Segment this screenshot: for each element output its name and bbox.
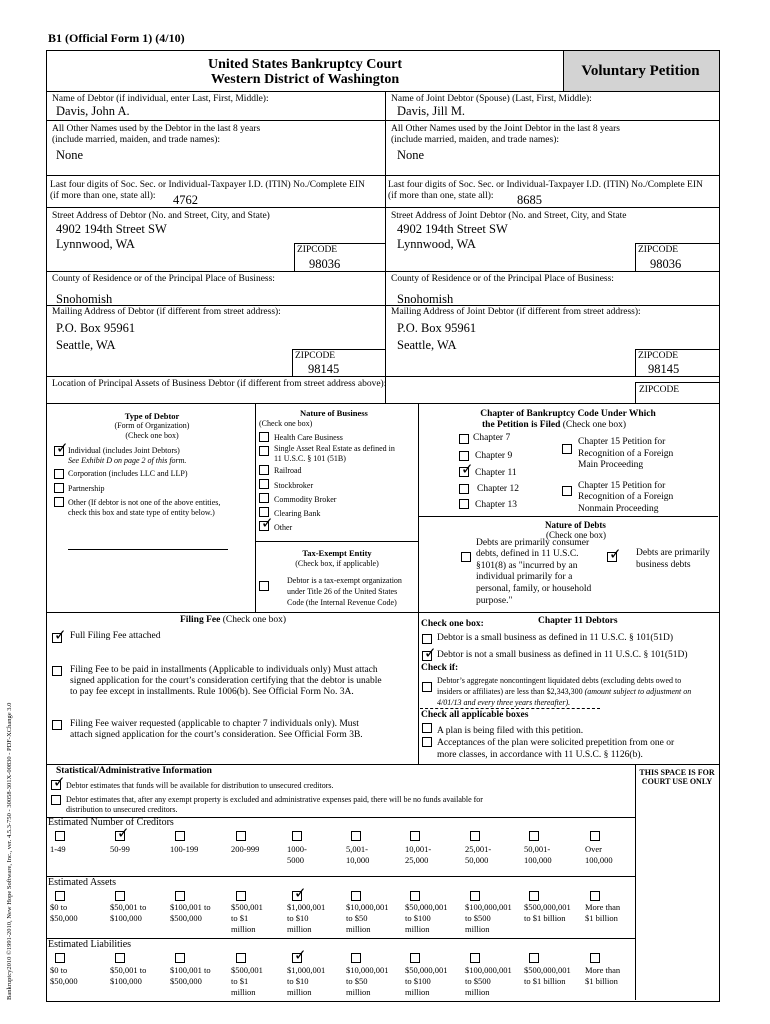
creditors-option-4-label: 1000- (287, 844, 307, 854)
assets-option-5-label: to $50 (346, 913, 368, 923)
single-asset-checkbox[interactable] (259, 446, 269, 456)
waiver-checkbox[interactable] (52, 720, 62, 730)
health-care-label: Health Care Business (274, 433, 343, 442)
liabilities-option-6-label: $50,000,001 (405, 965, 448, 975)
not-small-business-checkbox[interactable] (422, 651, 432, 661)
liabilities-option-2-label: $100,001 to (170, 965, 211, 975)
corporation-label: Corporation (includes LLC and LLP) (68, 469, 188, 478)
joint-other-names[interactable]: None (397, 148, 425, 162)
other-business-checkbox[interactable] (259, 521, 269, 531)
consumer-debts-label-4: individual primarily for a (476, 572, 573, 582)
assets-option-5-label: $10,000,001 (346, 902, 389, 912)
debtor-street[interactable]: 4902 194th Street SW (56, 222, 167, 236)
liabilities-option-0-label: $50,000 (50, 976, 78, 986)
liabilities-option-0-label: $0 to (50, 965, 68, 975)
liabilities-option-4-label: million (287, 987, 312, 997)
creditors-option-7-checkbox[interactable] (470, 831, 480, 841)
stat-title: Statistical/Administrative Information (56, 766, 212, 776)
assets-option-4-label: to $10 (287, 913, 309, 923)
consumer-debts-label-5: personal, family, or household (476, 584, 592, 594)
joint-mail-zip[interactable]: 98145 (648, 362, 680, 376)
debtor-street-label: Street Address of Debtor (No. and Street, City, and State) (52, 211, 270, 221)
corporation-checkbox[interactable] (54, 469, 64, 479)
joint-ssn[interactable]: 8685 (517, 193, 542, 207)
liabilities-option-7-label: to $500 (465, 976, 491, 986)
creditors-option-9-label: 100,000 (585, 855, 613, 865)
assets-option-4-label: million (287, 924, 312, 934)
joint-name-label: Name of Joint Debtor (Spouse) (Last, First, Middle): (391, 94, 592, 104)
assets-option-4-label: $1,000,001 (287, 902, 326, 912)
stockbroker-checkbox[interactable] (259, 479, 269, 489)
business-debts-checkbox[interactable] (607, 552, 617, 562)
chapter12-checkbox[interactable] (459, 484, 469, 494)
type-debtor-check: (Check one box) (125, 431, 179, 440)
liabilities-option-7-label: million (465, 987, 490, 997)
other-entity-line[interactable] (68, 549, 228, 550)
assets-option-0-label: $0 to (50, 902, 68, 912)
filing-fee-check: (Check one box) (222, 615, 287, 625)
liabilities-option-8-label: $500,000,001 (524, 965, 571, 975)
consumer-debts-checkbox[interactable] (461, 552, 471, 562)
liabilities-option-6-label: million (405, 987, 430, 997)
chapter15-nonmain-label-3: Nonmain Proceeding (578, 504, 659, 514)
joint-ssn-label-2: (if more than one, state all): (388, 191, 494, 201)
petition-type: Voluntary Petition (581, 63, 700, 79)
installments-label-2: signed application for the court’s consideration certifying that the debtor is unable (70, 676, 382, 686)
chapter7-label: Chapter 7 (473, 433, 511, 443)
tax-exempt-text-2: under Title 26 of the United States (287, 587, 398, 596)
plan-filed-label: A plan is being filed with this petition. (437, 726, 584, 736)
business-debts-label: Debts are primarily (636, 548, 710, 558)
joint-other-names-label-2: (include married, maiden, and trade names): (391, 135, 560, 145)
waiver-label-2: attach signed application for the court’s consideration. See Official Form 3B. (70, 730, 363, 740)
assets-option-1-label: $100,000 (110, 913, 142, 923)
court-district: Western District of Washington (210, 72, 400, 87)
single-asset-label-2: 11 U.S.C. § 101 (51B) (274, 454, 346, 463)
creditors-option-6-label: 25,000 (405, 855, 429, 865)
assets-option-3-checkbox[interactable] (236, 891, 246, 901)
assets-option-1-checkbox[interactable] (115, 891, 125, 901)
side-software-note: Bankruptcy2010 ©1991-2010, New Hope Software, Inc., ver. 4.5.3-750 - 30058-301X-00830 - PDF-XChange 3.0 (6, 702, 13, 1000)
small-business-checkbox[interactable] (422, 634, 432, 644)
railroad-label: Railroad (274, 466, 302, 475)
joint-zip[interactable]: 98036 (650, 257, 682, 271)
assets-option-7-label: million (465, 924, 490, 934)
chapter15-main-label-2: Recognition of a Foreign (578, 449, 674, 459)
nature-business-title: Nature of Business (300, 408, 368, 418)
form-id: B1 (Official Form 1) (4/10) (48, 31, 185, 45)
business-debts-label-2: business debts (636, 560, 691, 570)
creditors-option-8-label: 50,001- (524, 844, 551, 854)
debtor-name-label: Name of Debtor (if individual, enter Last, First, Middle): (52, 94, 269, 104)
joint-city[interactable]: Lynnwood, WA (397, 237, 476, 251)
debtor-county[interactable]: Snohomish (56, 292, 113, 306)
nature-debts-check: (Check one box) (546, 530, 606, 540)
joint-zip-label: ZIPCODE (638, 245, 679, 255)
chapter15-main-checkbox[interactable] (562, 444, 572, 454)
creditors-option-4-checkbox[interactable] (292, 831, 302, 841)
creditors-option-3-label: 200-999 (231, 844, 260, 854)
nature-business-check: (Check one box) (259, 419, 313, 428)
partnership-checkbox[interactable] (54, 483, 64, 493)
debtor-other-names-label: All Other Names used by the Debtor in the last 8 years (52, 124, 261, 134)
creditors-option-5-label: 5,001- (346, 844, 368, 854)
nature-debts-title: Nature of Debts (545, 520, 606, 530)
creditors-option-8-checkbox[interactable] (529, 831, 539, 841)
plan-filed-checkbox[interactable] (422, 723, 432, 733)
creditors-label: Estimated Number of Creditors (48, 817, 174, 828)
creditors-option-0-checkbox[interactable] (55, 831, 65, 841)
type-debtor-title: Type of Debtor (124, 411, 180, 421)
assets-option-2-label: $100,001 to (170, 902, 211, 912)
liabilities-option-3-label: million (231, 987, 256, 997)
liabilities-option-1-label: $50,001 to (110, 965, 147, 975)
tax-exempt-title: Tax-Exempt Entity (302, 548, 372, 558)
chapter15-nonmain-label: Chapter 15 Petition for (578, 481, 666, 491)
debtor-ssn-label: Last four digits of Soc. Sec. or Individual-Taxpayer I.D. (ITIN) No./Complete EIN (50, 180, 365, 190)
other-entity-checkbox[interactable] (54, 497, 64, 507)
debtor-mail-city[interactable]: Seattle, WA (56, 338, 116, 352)
assets-option-7-checkbox[interactable] (470, 891, 480, 901)
joint-street-label: Street Address of Joint Debtor (No. and Street, City, and State (391, 211, 627, 221)
joint-county-label: County of Residence or of the Principal Place of Business: (391, 274, 614, 284)
chapter7-checkbox[interactable] (459, 434, 469, 444)
chapter15-main-label: Chapter 15 Petition for (578, 437, 666, 447)
court-name: United States Bankruptcy Court (207, 57, 403, 72)
consumer-debts-label-6: purpose." (476, 596, 513, 606)
waiver-label: Filing Fee waiver requested (applicable to chapter 7 individuals only). Must (70, 719, 359, 729)
assets-option-6-checkbox[interactable] (410, 891, 420, 901)
assets-label: Estimated Assets (48, 877, 117, 888)
aggregate-debts-label: Debtor’s aggregate noncontingent liquidated debts (excluding debts owed to (437, 676, 682, 685)
joint-county[interactable]: Snohomish (397, 292, 454, 306)
assets-option-6-label: million (405, 924, 430, 934)
liabilities-option-4-label: to $10 (287, 976, 309, 986)
liabilities-option-8-checkbox[interactable] (529, 953, 539, 963)
liabilities-option-1-label: $100,000 (110, 976, 142, 986)
liabilities-option-3-label: to $1 (231, 976, 249, 986)
liabilities-option-6-checkbox[interactable] (410, 953, 420, 963)
creditors-option-2-label: 100-199 (170, 844, 199, 854)
chapter-title-2 (482, 420, 626, 431)
consumer-debts-label-2: debts, defined in 11 U.S.C. (476, 549, 579, 559)
individual-checkbox[interactable] (54, 446, 64, 456)
aggregate-debts-label-3: 4/01/13 and every three years thereafter). (437, 698, 571, 707)
joint-street[interactable]: 4902 194th Street SW (397, 222, 508, 236)
creditors-option-1-label: 50-99 (110, 844, 130, 854)
assets-option-7-label: to $500 (465, 913, 491, 923)
aggregate-debts-checkbox[interactable] (422, 682, 432, 692)
assets-option-3-label: million (231, 924, 256, 934)
debtor-mail-zip-label: ZIPCODE (295, 351, 336, 361)
creditors-option-6-label: 10,001- (405, 844, 432, 854)
joint-mail-city[interactable]: Seattle, WA (397, 338, 457, 352)
single-asset-label: Single Asset Real Estate as defined in (274, 444, 395, 453)
liabilities-label: Estimated Liabilities (48, 939, 132, 950)
assets-option-1-label: $50,001 to (110, 902, 147, 912)
debtor-ssn-label-2: (if more than one, state all): (50, 191, 156, 201)
assets-option-3-label: $500,001 (231, 902, 263, 912)
assets-option-9-checkbox[interactable] (590, 891, 600, 901)
assets-option-9-label: More than (585, 902, 621, 912)
liabilities-option-9-checkbox[interactable] (590, 953, 600, 963)
type-debtor-sub: (Form of Organization) (114, 421, 190, 430)
chapter11-label: Chapter 11 (475, 468, 517, 478)
debtor-mail-label: Mailing Address of Debtor (if different from street address): (52, 307, 281, 317)
commodity-broker-label: Commodity Broker (274, 495, 337, 504)
liabilities-option-5-checkbox[interactable] (351, 953, 361, 963)
no-funds-label-2: distribution to unsecured creditors. (66, 805, 178, 814)
court-use-label-2: COURT USE ONLY (641, 777, 713, 786)
consumer-debts-label: Debts are primarily consumer (476, 538, 590, 548)
liabilities-option-4-checkbox[interactable] (292, 953, 302, 963)
consumer-debts-label-3: §101(8) as "incurred by an (476, 561, 578, 571)
liabilities-option-3-label: $500,001 (231, 965, 263, 975)
liabilities-option-1-checkbox[interactable] (115, 953, 125, 963)
stockbroker-label: Stockbroker (274, 481, 314, 490)
assets-option-4-checkbox[interactable] (292, 891, 302, 901)
chapter13-label: Chapter 13 (475, 500, 517, 510)
other-entity-label: Other (If debtor is not one of the above entities, (68, 498, 221, 507)
liabilities-option-9-label: More than (585, 965, 621, 975)
assets-option-5-label: million (346, 924, 371, 934)
joint-name[interactable]: Davis, Jill M. (397, 104, 466, 118)
assets-option-9-label: $1 billion (585, 913, 618, 923)
liabilities-option-8-label: to $1 billion (524, 976, 566, 986)
debtor-zip-label: ZIPCODE (297, 245, 338, 255)
joint-other-names-label: All Other Names used by the Joint Debtor in the last 8 years (391, 124, 621, 134)
other-business-label: Other (274, 523, 293, 532)
assets-option-2-checkbox[interactable] (175, 891, 185, 901)
installments-label: Filing Fee to be paid in installments (Applicable to individuals only) Must attach (70, 665, 378, 675)
acceptances-label: Acceptances of the plan were solicited prepetition from one or (437, 738, 675, 748)
tax-exempt-text-3: Code (the Internal Revenue Code) (287, 598, 397, 607)
chapter13-checkbox[interactable] (459, 499, 469, 509)
creditors-option-2-checkbox[interactable] (175, 831, 185, 841)
debtor-city[interactable]: Lynnwood, WA (56, 237, 135, 251)
location-label: Location of Principal Assets of Business Debtor (if different from street address above): (52, 379, 387, 389)
other-entity-label-2: check this box and state type of entity below.) (68, 508, 215, 517)
liabilities-option-2-label: $500,000 (170, 976, 202, 986)
creditors-option-3-checkbox[interactable] (236, 831, 246, 841)
debtor-mail-street[interactable]: P.O. Box 95961 (56, 321, 136, 335)
debtor-mail-zip[interactable]: 98145 (308, 362, 340, 376)
filing-fee-title-text: Filing Fee (179, 615, 221, 625)
creditors-option-9-label: Over (585, 844, 602, 854)
liabilities-option-2-checkbox[interactable] (175, 953, 185, 963)
court-use-label: THIS SPACE IS FOR (639, 768, 715, 777)
full-fee-label: Full Filing Fee attached (70, 631, 161, 641)
chapter15-nonmain-checkbox[interactable] (562, 486, 572, 496)
joint-mail-zip-label: ZIPCODE (638, 351, 679, 361)
chapter12-label: Chapter 12 (477, 484, 519, 494)
liabilities-option-5-label: million (346, 987, 371, 997)
acceptances-label-2: more classes, in accordance with 11 U.S.C. § 1126(b). (437, 750, 643, 760)
debtor-other-names[interactable]: None (56, 148, 84, 162)
creditors-option-9-checkbox[interactable] (590, 831, 600, 841)
chapter15-nonmain-label-2: Recognition of a Foreign (578, 492, 674, 502)
assets-option-0-checkbox[interactable] (55, 891, 65, 901)
location-zip-label: ZIPCODE (639, 385, 680, 395)
individual-note: See Exhibit D on page 2 of this form. (68, 456, 187, 465)
assets-option-8-label: $500,000,001 (524, 902, 571, 912)
chapter9-label: Chapter 9 (475, 451, 513, 461)
no-funds-checkbox[interactable] (51, 795, 61, 805)
creditors-option-7-label: 50,000 (465, 855, 489, 865)
check-if-label: Check if: (421, 663, 459, 673)
ch11-check-label: Check one box: (421, 619, 484, 629)
tax-exempt-check: (Check box, if applicable) (295, 559, 379, 568)
check-applicable-label: Check all applicable boxes (421, 710, 529, 720)
joint-mail-street[interactable]: P.O. Box 95961 (397, 321, 477, 335)
installments-label-3: to pay fee except in installments. Rule 1006(b). See Official Form No. 3A. (70, 687, 354, 697)
assets-option-6-label: to $100 (405, 913, 431, 923)
chapter15-main-label-3: Main Proceeding (578, 460, 644, 470)
assets-option-8-label: to $1 billion (524, 913, 566, 923)
aggregate-debts-label-2 (437, 687, 691, 697)
ch11-debtors-title: Chapter 11 Debtors (538, 616, 618, 626)
partnership-label: Partnership (68, 484, 105, 493)
liabilities-option-5-label: $10,000,001 (346, 965, 389, 975)
acceptances-checkbox[interactable] (422, 737, 432, 747)
debtor-ssn[interactable]: 4762 (173, 193, 198, 207)
small-business-label: Debtor is a small business as defined in 11 U.S.C. § 101(51D) (437, 633, 674, 643)
liabilities-option-5-label: to $50 (346, 976, 368, 986)
liabilities-option-7-checkbox[interactable] (470, 953, 480, 963)
not-small-business-label: Debtor is not a small business as defined in 11 U.S.C. § 101(51D) (437, 650, 688, 660)
assets-option-7-label: $100,000,001 (465, 902, 512, 912)
chapter-title-2-text: the Petition is Filed (482, 420, 561, 430)
assets-option-8-checkbox[interactable] (529, 891, 539, 901)
funds-available-checkbox[interactable] (51, 780, 61, 790)
creditors-option-6-checkbox[interactable] (410, 831, 420, 841)
assets-option-3-label: to $1 (231, 913, 249, 923)
assets-option-6-label: $50,000,001 (405, 902, 448, 912)
assets-option-2-label: $500,000 (170, 913, 202, 923)
creditors-option-8-label: 100,000 (524, 855, 552, 865)
full-fee-checkbox[interactable] (52, 633, 62, 643)
creditors-option-5-label: 10,000 (346, 855, 370, 865)
aggregate-debts-text: insiders or affiliates) are less than $2,343,300 (437, 687, 583, 696)
creditors-option-0-label: 1-49 (50, 844, 66, 854)
funds-available-label: Debtor estimates that funds will be available for distribution to unsecured creditors. (66, 781, 334, 790)
no-funds-label: Debtor estimates that, after any exempt property is excluded and administrative expenses paid, there will be no funds available for (66, 795, 483, 804)
assets-option-0-label: $50,000 (50, 913, 78, 923)
assets-option-5-checkbox[interactable] (351, 891, 361, 901)
chapter-title-check: (Check one box) (562, 420, 627, 430)
aggregate-debts-note: (amount subject to adjustment on (584, 687, 692, 696)
filing-fee-title (48, 615, 418, 626)
debtor-name[interactable]: Davis, John A. (56, 104, 130, 118)
creditors-option-4-label: 5000 (287, 855, 304, 865)
joint-mail-label: Mailing Address of Joint Debtor (if different from street address): (391, 307, 641, 317)
tax-exempt-text: Debtor is a tax-exempt organization (287, 576, 402, 585)
liabilities-option-0-checkbox[interactable] (55, 953, 65, 963)
liabilities-option-7-label: $100,000,001 (465, 965, 512, 975)
creditors-option-5-checkbox[interactable] (351, 831, 361, 841)
chapter11-checkbox[interactable] (459, 467, 469, 477)
liabilities-option-3-checkbox[interactable] (236, 953, 246, 963)
installments-checkbox[interactable] (52, 666, 62, 676)
liabilities-option-4-label: $1,000,001 (287, 965, 326, 975)
debtor-zip[interactable]: 98036 (309, 257, 341, 271)
chapter-title: Chapter of Bankruptcy Code Under Which (480, 409, 656, 419)
liabilities-option-9-label: $1 billion (585, 976, 618, 986)
joint-ssn-label: Last four digits of Soc. Sec. or Individual-Taxpayer I.D. (ITIN) No./Complete EIN (388, 180, 703, 190)
debtor-other-names-label-2: (include married, maiden, and trade names): (52, 135, 221, 145)
creditors-option-1-checkbox[interactable] (115, 831, 125, 841)
liabilities-option-6-label: to $100 (405, 976, 431, 986)
clearing-bank-label: Clearing Bank (274, 509, 321, 518)
creditors-option-7-label: 25,001- (465, 844, 492, 854)
health-care-checkbox[interactable] (259, 432, 269, 442)
tax-exempt-checkbox[interactable] (259, 581, 269, 591)
commodity-broker-checkbox[interactable] (259, 493, 269, 503)
debtor-county-label: County of Residence or of the Principal Place of Business: (52, 274, 275, 284)
individual-label: Individual (includes Joint Debtors) (68, 446, 180, 455)
railroad-checkbox[interactable] (259, 465, 269, 475)
